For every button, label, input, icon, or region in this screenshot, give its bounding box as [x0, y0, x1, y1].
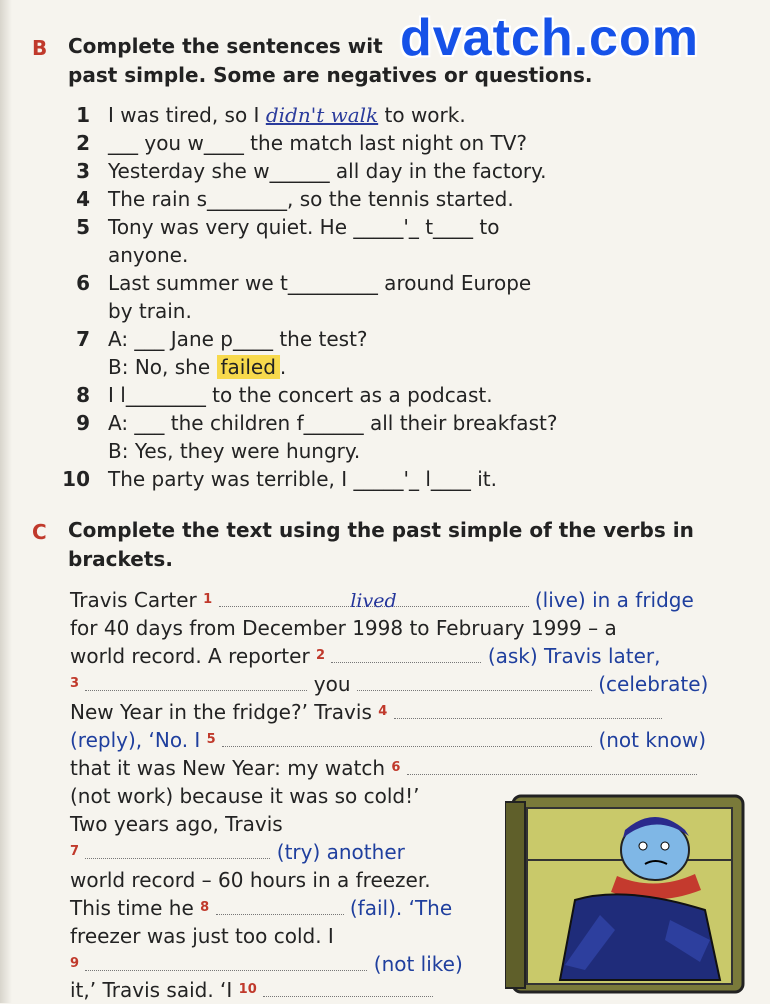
item-number: 1: [76, 103, 90, 127]
answer-gap[interactable]: [222, 726, 592, 747]
gap-number: 10: [238, 982, 257, 997]
item-text-end: .: [279, 355, 287, 379]
eye: [661, 842, 669, 850]
gap-number: 1: [203, 592, 213, 607]
answer-gap[interactable]: [85, 670, 307, 691]
eye: [639, 842, 647, 850]
text-line: (not work) because it was so cold!’: [70, 784, 420, 808]
man-in-fridge-illustration: [505, 790, 755, 995]
text-line: $^9$ (not like): [70, 952, 463, 976]
section-b-title-line2: past simple. Some are negatives or questions.: [68, 63, 593, 87]
text-line: (reply), ‘No. I $^5$ (not know): [70, 728, 707, 752]
item-number: 10: [62, 467, 90, 491]
section-c-title-line1: Complete the text using the past simple of the verbs in: [68, 518, 694, 542]
item-number: 2: [76, 131, 90, 155]
item-text: A: ___ Jane p____ the test?: [108, 327, 368, 351]
item-text: Last summer we t_________ around Europe: [108, 271, 532, 295]
item-number: 7: [76, 327, 90, 351]
text-line: world record – 60 hours in a freezer.: [70, 868, 431, 892]
text-line: This time he $^8$ (fail). ‘The: [70, 896, 453, 920]
gap-number: 4: [378, 704, 388, 719]
highlighted-answer: failed: [217, 355, 280, 379]
gap-number: 3: [70, 676, 80, 691]
answer-gap[interactable]: [357, 670, 592, 691]
text-line: world record. A reporter $^2$ (ask) Travis later,: [70, 644, 661, 668]
text-line: that it was New Year: my watch $^6$: [70, 754, 697, 782]
section-c-title-line2: brackets.: [68, 547, 173, 571]
text-line: it,’ Travis said. ‘I $^{10}$: [70, 976, 433, 1004]
text-line: New Year in the fridge?’ Travis $^4$: [70, 698, 662, 726]
watermark: dvatch.com: [400, 9, 699, 67]
text-line: $^7$ (try) another: [70, 840, 405, 864]
item-text: The party was terrible, I _____'_ l____ it.: [108, 467, 498, 491]
text-line: freezer was just too cold. I: [70, 924, 334, 948]
gap-number: 9: [70, 956, 80, 971]
section-b-title-line1: Complete the sentences wit: [68, 34, 383, 58]
item-text: The rain s________, so the tennis started.: [108, 187, 514, 211]
item-number: 5: [76, 215, 90, 239]
handwritten-answer: lived: [350, 590, 397, 612]
answer-gap[interactable]: [85, 838, 270, 859]
handwritten-answer: didn't walk: [265, 103, 379, 127]
answer-gap[interactable]: [407, 754, 697, 775]
fridge-door: [505, 802, 525, 988]
section-c-letter: C: [32, 520, 47, 544]
item-number: 3: [76, 159, 90, 183]
item-text: anyone.: [108, 243, 189, 267]
answer-gap[interactable]: [85, 950, 367, 971]
answer-gap[interactable]: [263, 976, 433, 997]
gap-number: 5: [206, 732, 216, 747]
item-number: 8: [76, 383, 90, 407]
gap-number: 2: [316, 648, 326, 663]
section-b-letter: B: [32, 36, 48, 60]
gap-number: 6: [391, 760, 401, 775]
gap-number: 7: [70, 844, 80, 859]
answer-gap[interactable]: [331, 642, 481, 663]
item-text: B: Yes, they were hungry.: [108, 439, 361, 463]
item-text: Tony was very quiet. He _____'_ t____ to: [108, 215, 500, 239]
item-text: I l________ to the concert as a podcast.: [108, 383, 493, 407]
item-text: B: No, she: [108, 355, 217, 379]
answer-gap[interactable]: [219, 586, 529, 612]
text-line: $^3$ you (celebrate): [70, 672, 709, 696]
item-text: A: ___ the children f______ all their breakfast?: [108, 411, 558, 435]
item-number: 6: [76, 271, 90, 295]
answer-gap[interactable]: [394, 698, 662, 719]
text-line: Travis Carter $^1$ lived (live) in a fridge: [70, 588, 694, 612]
item-number: 9: [76, 411, 90, 435]
item-text-end: to work.: [378, 103, 466, 127]
item-text: Yesterday she w______ all day in the factory.: [108, 159, 547, 183]
item-text: ___ you w____ the match last night on TV?: [108, 131, 527, 155]
item-text: by train.: [108, 299, 192, 323]
text-line: Two years ago, Travis: [70, 812, 283, 836]
gap-number: 8: [200, 900, 210, 915]
item-text: I was tired, so I: [108, 103, 266, 127]
item-number: 4: [76, 187, 90, 211]
text-line: for 40 days from December 1998 to February 1999 – a: [70, 616, 617, 640]
page-edge: [0, 0, 12, 1003]
answer-gap[interactable]: [216, 894, 344, 915]
